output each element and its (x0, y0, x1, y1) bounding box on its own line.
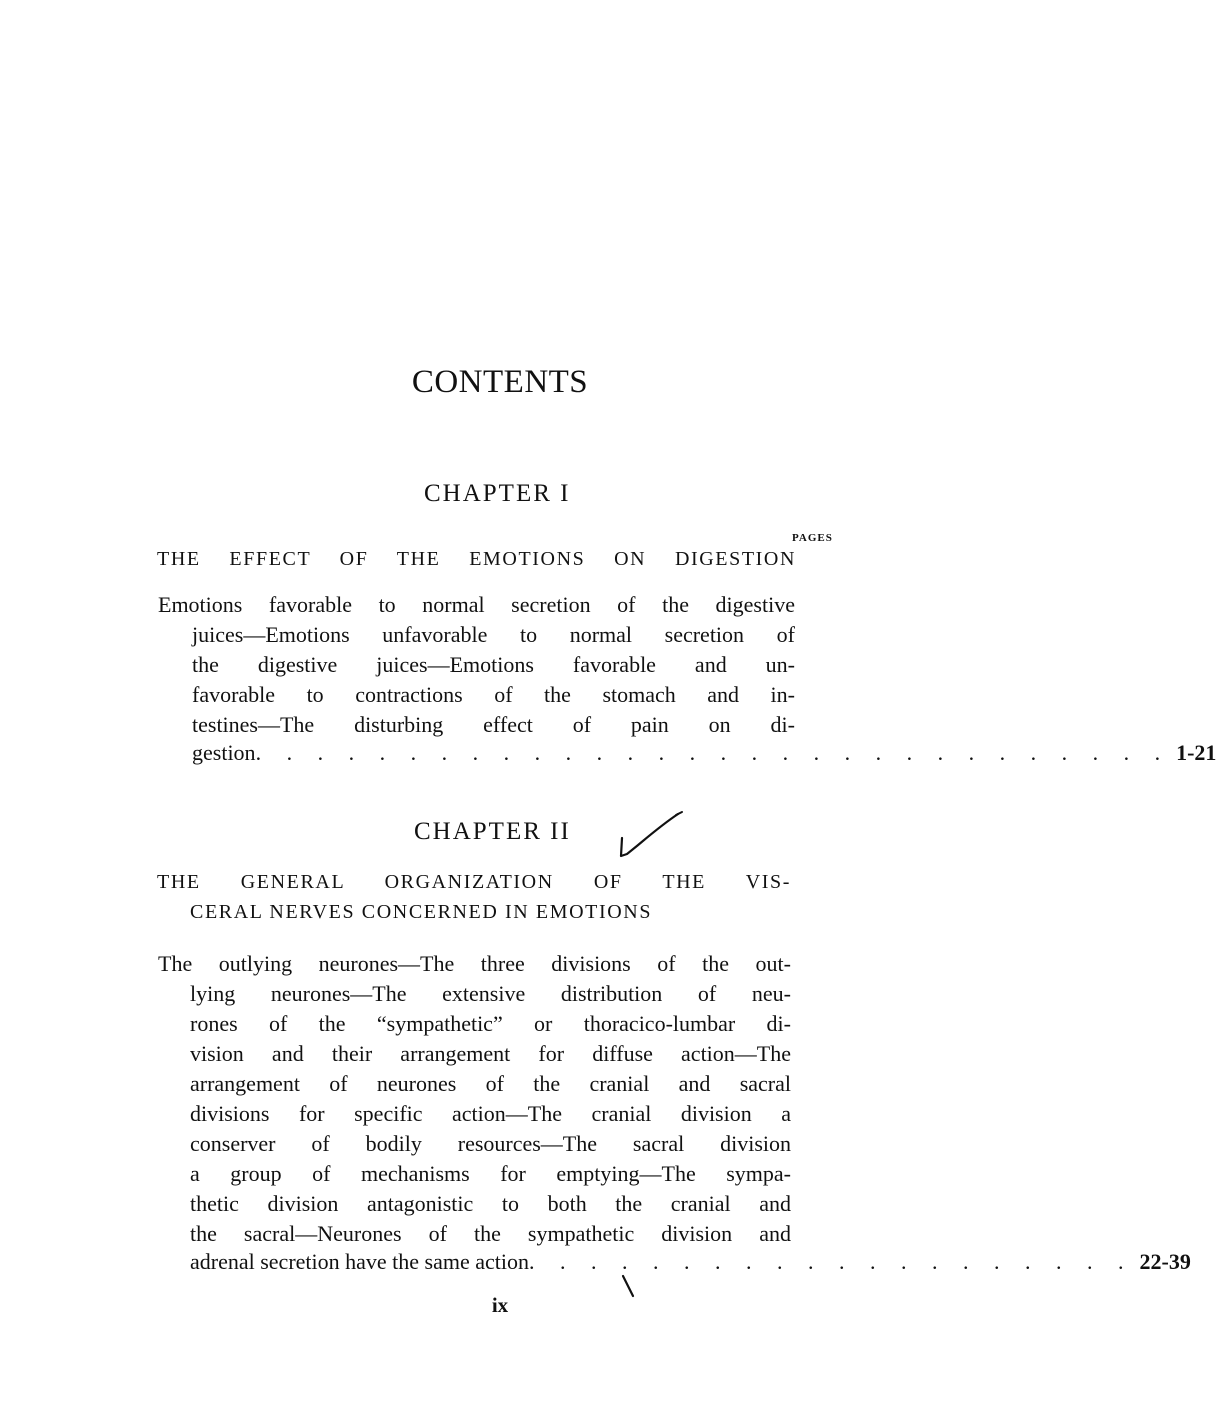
chapter-2-summary-line: thetic division antagonistic to both the cranial and (190, 1191, 791, 1216)
chapter-2-summary-line: The outlying neurones—The three divisions of the out- (158, 951, 791, 976)
chapter-1-summary-line: the digestive juices—Emotions favorable and un- (192, 652, 795, 677)
chapter-2-title-line-1: THE GENERAL ORGANIZATION OF THE VIS- (157, 871, 791, 893)
dot-leader: . . . . . . . . . . . . . . . . . . . . . . . . . . . . . . (255, 740, 1171, 765)
chapter-1-last-line (192, 740, 1216, 766)
chapter-1-summary-line: juices—Emotions unfavorable to normal secretion of (192, 622, 795, 647)
chapter-1-summary-line: favorable to contractions of the stomach and in- (192, 682, 795, 707)
chapter-1-summary-line: Emotions favorable to normal secretion of the digestive (158, 592, 795, 617)
page-title: CONTENTS (411, 364, 589, 400)
chapter-2-summary-line: lying neurones—The extensive distribution of neu- (190, 981, 791, 1006)
chapter-2-heading: CHAPTER II (414, 818, 571, 845)
chapter-2-summary-line: conserver of bodily resources—The sacral division (190, 1131, 791, 1156)
chapter-2-summary-line: adrenal secretion have the same action (190, 1249, 530, 1274)
chapter-2-summary-line: divisions for specific action—The cranial division a (190, 1101, 791, 1126)
dot-leader: . . . . . . . . . . . . . . . . . . . . (529, 1249, 1134, 1274)
check-mark-icon (612, 808, 692, 860)
chapter-2-summary-line: rones of the “sympathetic” or thoracico-lumbar di- (190, 1011, 791, 1036)
chapter-2-summary-line: a group of mechanisms for emptying—The sympa- (190, 1161, 791, 1186)
chapter-1-summary-line: gestion (192, 740, 256, 765)
chapter-1-heading: CHAPTER I (424, 480, 571, 507)
chapter-2-title-line-2: CERAL NERVES CONCERNED IN EMOTIONS (190, 901, 653, 923)
chapter-2-summary-line: vision and their arrangement for diffuse action—The (190, 1041, 791, 1066)
page-number: ix (491, 1293, 509, 1317)
chapter-1-page-range: 1-21 (1176, 740, 1216, 765)
chapter-2-summary-line: arrangement of neurones of the cranial and sacral (190, 1071, 791, 1096)
chapter-2-last-line (190, 1249, 1191, 1275)
chapter-2-page-range: 22-39 (1139, 1249, 1191, 1274)
chapter-2-summary-line: the sacral—Neurones of the sympathetic division and (190, 1221, 791, 1246)
chapter-1-title: THE EFFECT OF THE EMOTIONS ON DIGESTION (157, 548, 796, 570)
chapter-1-summary-line: testines—The disturbing effect of pain on di- (192, 712, 795, 737)
pages-column-label: PAGES (792, 532, 833, 544)
